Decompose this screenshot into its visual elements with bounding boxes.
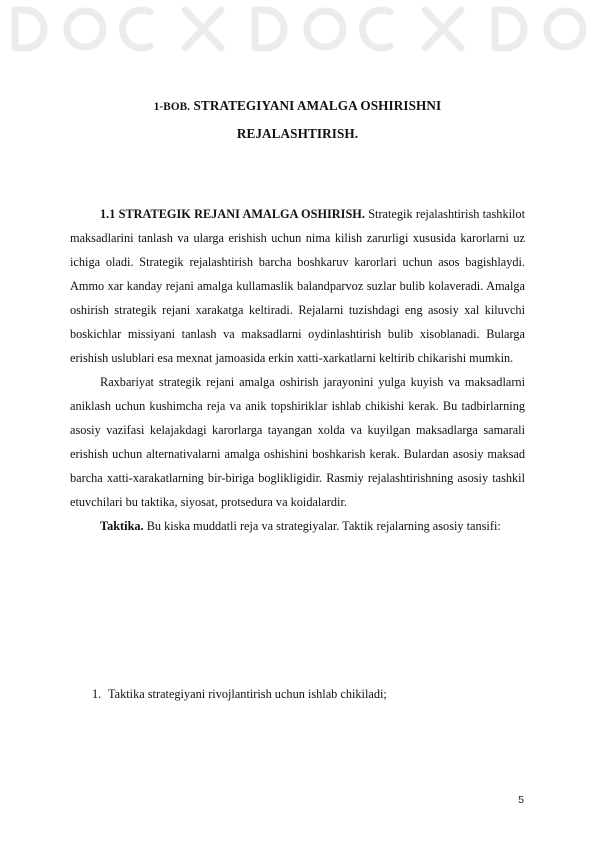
list-item-text: Taktika strategiyani rivojlantirish uchun ishlab chikiladi; xyxy=(108,687,387,701)
paragraph-2 xyxy=(70,370,525,514)
list-item-number: 1. xyxy=(92,687,102,701)
list-item xyxy=(92,682,522,706)
section-title: 1.1 STRATEGIK REJANI AMALGA OSHIRISH. xyxy=(100,207,365,221)
chapter-title-part-1: STRATEGIYANI AMALGA OSHIRISHNI xyxy=(193,98,442,113)
term-taktika: Taktika. xyxy=(100,519,144,533)
paragraph-3-text: Bu kiska muddatli reja va strategiyalar. Taktik rejalarning asosiy tansifi: xyxy=(143,519,501,533)
chapter-heading-line-2: REJALASHTIRISH. xyxy=(236,126,359,141)
paragraph-1-text: Strategik rejalashtirish tashkilot maksadlarini tanlash va ularga erishish uchun nima kilish zarurligi xususida karorlarni uz ichiga oladi. Strategik rejalashtirish barcha boshkaruv karorlari uchun asos bagishlaydi. Ammo xar kanday rejani amalga kullamaslik balandparvoz suzlar bulib kolaveradi. Amalga oshirish strategik rejani xarakatga keltiradi. Rejalarni tuzishdagi eng asosiy xal kiluvchi boskichlar missiyani tanlash va maksadlarni oydinlashtirish bulib xisoblanadi. Bularga erishish uslublari esa mexnat jamoasida erkin xatti-xarkatlarni keltirib chikarishi mumkin. xyxy=(70,207,525,365)
chapter-heading-line-1 xyxy=(70,98,525,115)
body-text xyxy=(70,202,525,538)
paragraph-1 xyxy=(70,202,525,370)
numbered-list xyxy=(92,682,522,706)
chapter-prefix: 1-BOB. xyxy=(153,101,191,113)
paragraph-3 xyxy=(70,514,525,538)
page-number: 5 xyxy=(518,794,524,806)
paragraph-2-text: Raxbariyat strategik rejani amalga oshirish jarayonini yulga kuyish va maksadlarni aniklash uchun kushimcha reja va anik topshiriklar ishlab chikishi kerak. Bu tadbirlarning asosiy vazifasi kelajakdagi karorlarga tayangan xolda va kuyilgan maksadlarga samarali erishish uchun alternativalarni amalga oshishini boshkarish kerak. Bulardan asosiy maksad barcha xatti-xarakatlarning bir-biriga boglikligidir. Rasmiy rejalashtirishning asosiy tashkil etuvchilari bu taktika, siyosat, protsedura va koidalardir. xyxy=(70,375,525,509)
